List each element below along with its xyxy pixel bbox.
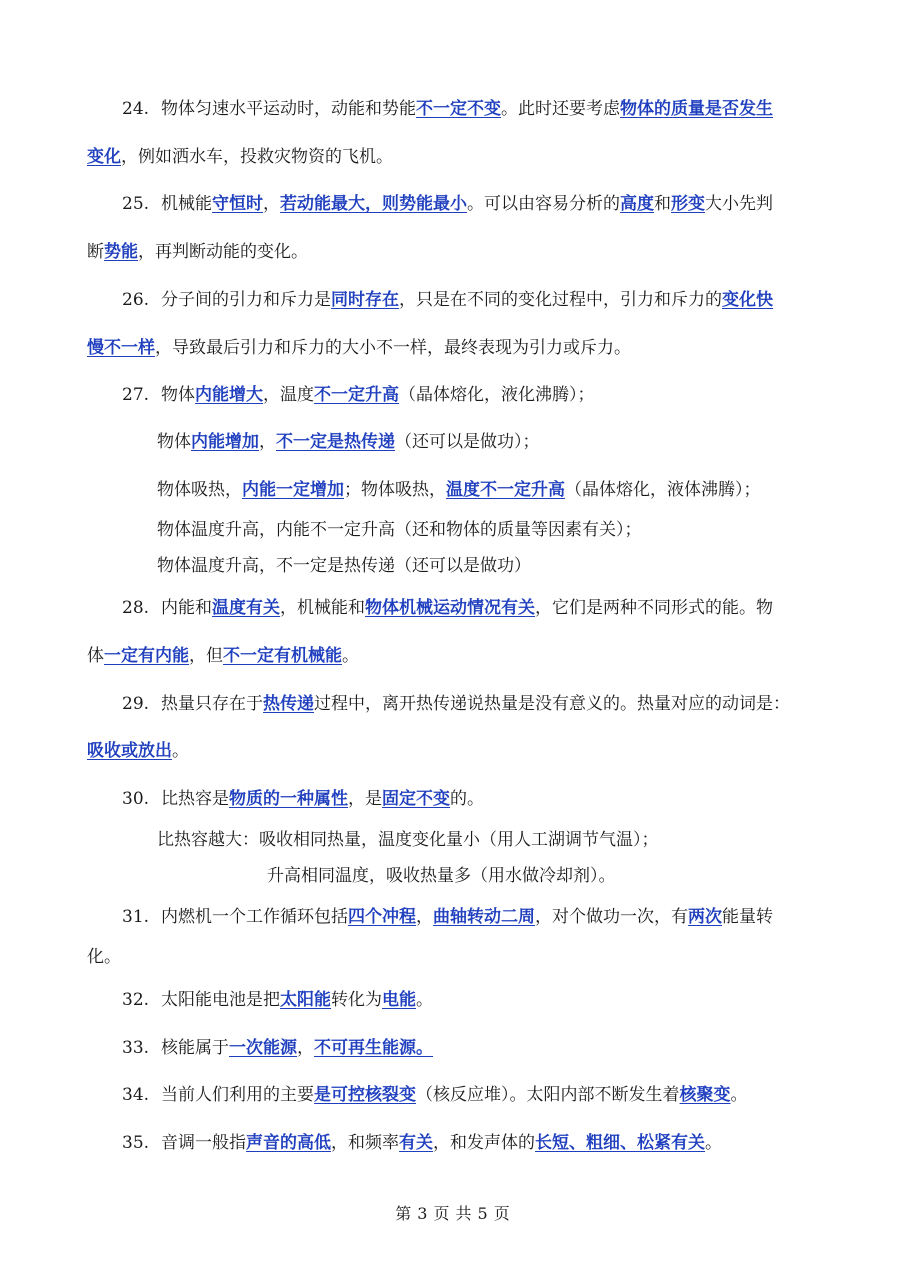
text: 。可以由容易分析的: [467, 194, 621, 214]
highlight-text: 物质的一种属性: [229, 789, 349, 809]
text: ，但: [189, 646, 223, 666]
item-25-line-1: [122, 193, 773, 215]
highlight-text: 固定不变: [382, 789, 451, 809]
item-27-line-1: [122, 384, 595, 406]
text: 物体温度升高，不一定是热传递（还可以是做功）: [157, 556, 531, 576]
text: 比热容越大：吸收相同热量，温度变化量小（用人工湖调节气温）；: [157, 830, 659, 850]
text: 转化为: [331, 990, 383, 1010]
text: ，: [259, 432, 276, 452]
highlight-text: 内能一定增加: [242, 480, 344, 500]
text: 内燃机一个工作循环包括: [161, 907, 349, 927]
item-number: 32.: [122, 990, 150, 1010]
text: 大小先判: [705, 194, 774, 214]
text: 。: [342, 646, 359, 666]
item-number: 30.: [122, 789, 150, 809]
highlight-text: 变化快: [722, 290, 774, 310]
page-number: 3: [417, 1204, 428, 1223]
text: ，它们是两种不同形式的能。物: [535, 598, 774, 618]
text: ，对个做功一次，有: [535, 907, 689, 927]
item-24-line-1: [122, 98, 773, 120]
item-25-line-2: [87, 241, 308, 263]
footer-text: 页: [493, 1204, 510, 1223]
item-24-line-2: [87, 146, 393, 168]
item-number: 35.: [122, 1133, 150, 1153]
text: 物体吸热，: [157, 480, 242, 500]
text: 物体: [161, 385, 196, 405]
highlight-text: 若动能最大，则势能最小: [280, 194, 468, 214]
item-number: 26.: [122, 290, 150, 310]
text: 断: [87, 242, 104, 262]
text: 比热容是: [161, 789, 230, 809]
text: 过程中，离开热传递说热量是没有意义的。热量对应的动词是：: [314, 694, 791, 714]
item-30-line-2: [157, 829, 659, 851]
item-29-line-2: [87, 740, 189, 762]
item-26-line-2: [87, 337, 631, 359]
item-29-line-1: [122, 693, 790, 715]
text: ，温度: [263, 385, 315, 405]
item-number: 27.: [122, 385, 150, 405]
text: 升高相同温度，吸收热量多（用水做冷却剂）。: [267, 866, 616, 886]
item-number: 25.: [122, 194, 150, 214]
text: ，是: [348, 789, 383, 809]
text: 分子间的引力和斥力是: [161, 290, 332, 310]
page-footer: [0, 1203, 905, 1225]
text: （晶体熔化，液体沸腾）；: [565, 480, 761, 500]
item-number: 24.: [122, 99, 150, 119]
text: 当前人们利用的主要: [161, 1085, 315, 1105]
highlight-text: 内能增加: [191, 432, 259, 452]
text: ，再判断动能的变化。: [138, 242, 308, 262]
text: （还可以是做功）；: [395, 432, 540, 452]
highlight-text: 物体机械运动情况有关: [365, 598, 536, 618]
highlight-text: 不一定升高: [314, 385, 400, 405]
item-number: 28.: [122, 598, 150, 618]
text: 太阳能电池是把: [161, 990, 281, 1010]
highlight-text: 形变: [671, 194, 706, 214]
highlight-text: 温度有关: [212, 598, 281, 618]
highlight-text: 一次能源: [229, 1038, 298, 1058]
text: 。: [172, 741, 189, 761]
highlight-text: 电能: [382, 990, 417, 1010]
text: 的。: [450, 789, 485, 809]
text: 内能和: [161, 598, 213, 618]
text: ，: [416, 907, 434, 927]
highlight-text: 不一定是热传递: [276, 432, 395, 452]
text: 物体温度升高，内能不一定升高（还和物体的质量等因素有关）；: [157, 520, 642, 540]
total-pages: 5: [477, 1204, 488, 1223]
highlight-text: 声音的高低: [246, 1133, 332, 1153]
text: 和: [654, 194, 672, 214]
text: ，机械能和: [280, 598, 366, 618]
text: （晶体熔化，液化沸腾）；: [399, 385, 595, 405]
text: 。: [730, 1085, 748, 1105]
item-number: 33.: [122, 1038, 150, 1058]
highlight-text: 同时存在: [331, 290, 400, 310]
highlight-text: 守恒时: [212, 194, 264, 214]
text: ，和发声体的: [433, 1133, 536, 1153]
highlight-text: 四个冲程: [348, 907, 417, 927]
item-26-line-1: [122, 289, 773, 311]
text: 化。: [87, 947, 121, 967]
text: ，只是在不同的变化过程中，引力和斥力的: [399, 290, 723, 310]
item-number: 29.: [122, 694, 150, 714]
footer-text: 第: [395, 1204, 412, 1223]
item-27-line-2: [157, 431, 540, 453]
text: ，: [263, 194, 281, 214]
highlight-text: 一定有内能: [104, 646, 189, 666]
item-30-line-3: [267, 865, 616, 887]
highlight-text: 曲轴转动二周: [433, 907, 536, 927]
text: 能量转: [722, 907, 774, 927]
highlight-text: 变化: [87, 147, 121, 167]
item-31-line-1: [122, 906, 773, 928]
item-34-line-1: [122, 1084, 748, 1106]
highlight-text: 是可控核裂变: [314, 1085, 417, 1105]
text: 核能属于: [161, 1038, 230, 1058]
highlight-text: 不可再生能源。: [314, 1038, 434, 1058]
highlight-text: 慢不一样: [87, 338, 155, 358]
footer-text: 共: [455, 1204, 472, 1223]
item-30-line-1: [122, 788, 484, 810]
highlight-text: 热传递: [263, 694, 315, 714]
text: 。: [416, 990, 434, 1010]
item-35-line-1: [122, 1132, 722, 1154]
item-number: 34.: [122, 1085, 150, 1105]
highlight-text: 势能: [104, 242, 138, 262]
highlight-text: 两次: [688, 907, 723, 927]
item-27-line-3: [157, 479, 761, 501]
text: ，和频率: [331, 1133, 400, 1153]
item-32-line-1: [122, 989, 433, 1011]
item-27-line-4: [157, 519, 642, 541]
item-31-line-2: [87, 946, 121, 968]
text: 物体: [157, 432, 191, 452]
highlight-text: 物体的质量是否发生: [620, 99, 774, 119]
highlight-text: 太阳能: [280, 990, 332, 1010]
highlight-text: 核聚变: [679, 1085, 731, 1105]
text: ，: [297, 1038, 315, 1058]
text: ，例如洒水车，投救灾物资的飞机。: [121, 147, 393, 167]
highlight-text: 内能增大: [195, 385, 264, 405]
text: 机械能: [161, 194, 213, 214]
text: （核反应堆）。太阳内部不断发生着: [416, 1085, 680, 1105]
text: 。: [705, 1133, 723, 1153]
footer-text: 页: [433, 1204, 450, 1223]
item-number: 31.: [122, 907, 150, 927]
highlight-text: 不一定有机械能: [223, 646, 342, 666]
text: 热量只存在于: [161, 694, 264, 714]
item-27-line-5: [157, 555, 531, 577]
text: 音调一般指: [161, 1133, 247, 1153]
highlight-text: 吸收或放出: [87, 741, 172, 761]
text: ，导致最后引力和斥力的大小不一样，最终表现为引力或斥力。: [155, 338, 631, 358]
highlight-text: 温度不一定升高: [446, 480, 565, 500]
item-28-line-2: [87, 645, 359, 667]
text: 体: [87, 646, 104, 666]
item-28-line-1: [122, 597, 773, 619]
text: 。此时还要考虑: [501, 99, 621, 119]
text: ；物体吸热，: [344, 480, 446, 500]
highlight-text: 高度: [620, 194, 655, 214]
highlight-text: 长短、粗细、松紧有关: [535, 1133, 706, 1153]
item-33-line-1: [122, 1037, 433, 1059]
highlight-text: 不一定不变: [416, 99, 502, 119]
highlight-text: 有关: [399, 1133, 434, 1153]
text: 物体匀速水平运动时，动能和势能: [161, 99, 417, 119]
